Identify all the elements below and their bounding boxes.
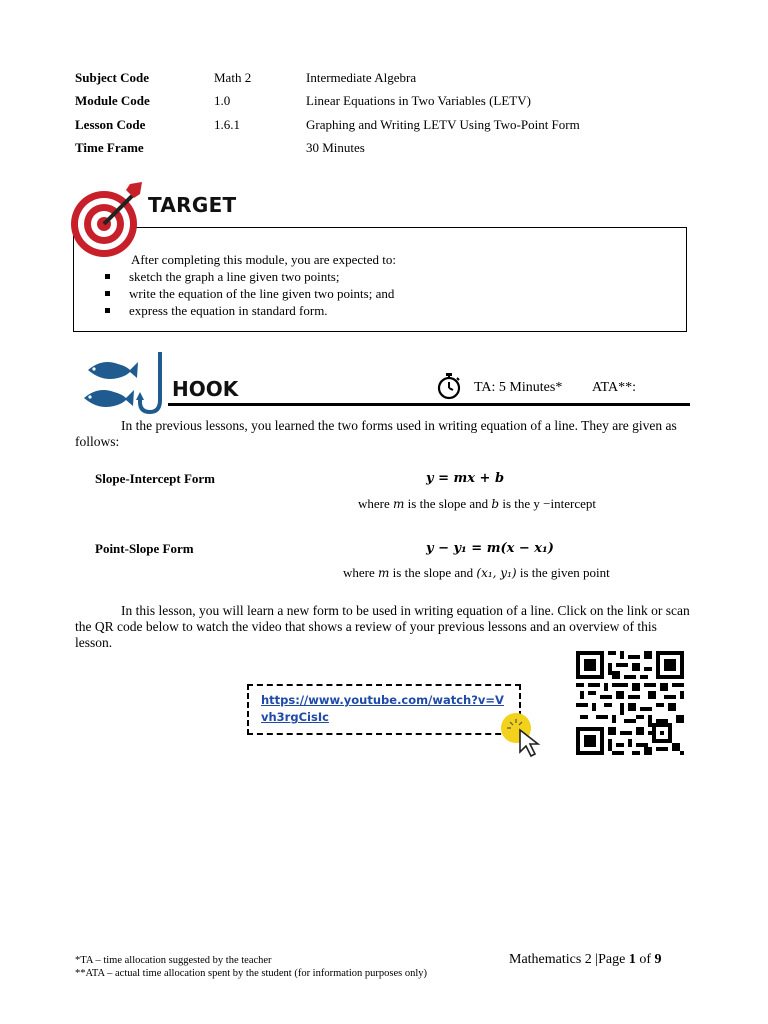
note-text: is the given point — [516, 565, 610, 580]
video-link[interactable]: https://www.youtube.com/watch?v=Vvh3rgCisIc — [261, 693, 504, 724]
qr-code[interactable] — [576, 651, 684, 755]
meta-label: Subject Code — [75, 70, 150, 85]
note-text: is the slope and — [404, 496, 492, 511]
meta-title: Linear Equations in Two Variables (LETV) — [306, 93, 531, 108]
slope-intercept-note — [358, 496, 596, 512]
lesson-paragraph: In this lesson, you will learn a new form to be used in writing equation of a line. Click on the link or scan the QR code below to watch the video that shows a review of your previous lessons and an overview of this lesson. — [75, 603, 690, 650]
hook-heading: HOOK — [172, 377, 239, 401]
bullet-text: express the equation in standard form. — [129, 303, 328, 318]
stopwatch-icon — [436, 372, 462, 400]
meta-label: Time Frame — [75, 140, 144, 155]
note-variable: m — [393, 497, 405, 511]
note-text: is the y −intercept — [499, 496, 596, 511]
bullet-text: sketch the graph a line given two points; — [129, 269, 340, 284]
bullet-text: write the equation of the line given two points; and — [129, 286, 395, 301]
meta-code: 1.6.1 — [214, 117, 240, 132]
page-current: 1 — [628, 952, 636, 967]
page-number — [509, 952, 662, 968]
note-text: where — [358, 496, 394, 511]
bullet-icon — [105, 274, 110, 279]
meta-code: Math 2 — [214, 70, 252, 85]
note-variable: b — [491, 497, 500, 511]
slope-intercept-label: Slope-Intercept Form — [95, 471, 215, 486]
bullet-icon — [105, 291, 110, 296]
meta-label: Lesson Code — [75, 117, 146, 132]
point-slope-label: Point-Slope Form — [95, 541, 194, 556]
ta-footnote: *TA – time allocation suggested by the teacher — [75, 955, 272, 966]
meta-title: Intermediate Algebra — [306, 70, 417, 85]
hook-intro-paragraph: In the previous lessons, you learned the two forms used in writing equation of a line. They are given as follows: — [75, 418, 677, 449]
page-prefix: Mathematics 2 |Page — [509, 952, 629, 967]
point-slope-note — [343, 565, 610, 581]
page-total: 9 — [654, 952, 662, 967]
ta-label: TA: 5 Minutes* — [474, 380, 563, 395]
target-intro: After completing this module, you are expected to: — [131, 252, 396, 267]
click-cursor-icon — [500, 712, 552, 758]
ata-label: ATA**: — [592, 380, 636, 395]
meta-code: 1.0 — [214, 93, 231, 108]
video-link-box — [247, 684, 521, 735]
page-of: of — [635, 952, 655, 967]
target-heading: TARGET — [148, 193, 237, 217]
meta-label: Module Code — [75, 93, 150, 108]
ata-footnote: **ATA – actual time allocation spent by the student (for information purposes only) — [75, 968, 428, 979]
note-text: where — [343, 565, 379, 580]
note-text: is the slope and — [389, 565, 477, 580]
note-variable: m — [378, 566, 390, 580]
bullet-icon — [105, 308, 110, 313]
hook-divider — [168, 403, 690, 406]
fish-hook-icon — [82, 350, 172, 418]
meta-title: Graphing and Writing LETV Using Two-Point Form — [306, 117, 580, 132]
meta-title: 30 Minutes — [306, 140, 365, 155]
note-variable: (x₁, y₁) — [476, 566, 517, 580]
slope-intercept-equation: y = mx + b — [426, 471, 505, 486]
point-slope-equation: y − y₁ = m(x − x₁) — [426, 541, 554, 556]
target-icon — [70, 180, 146, 258]
